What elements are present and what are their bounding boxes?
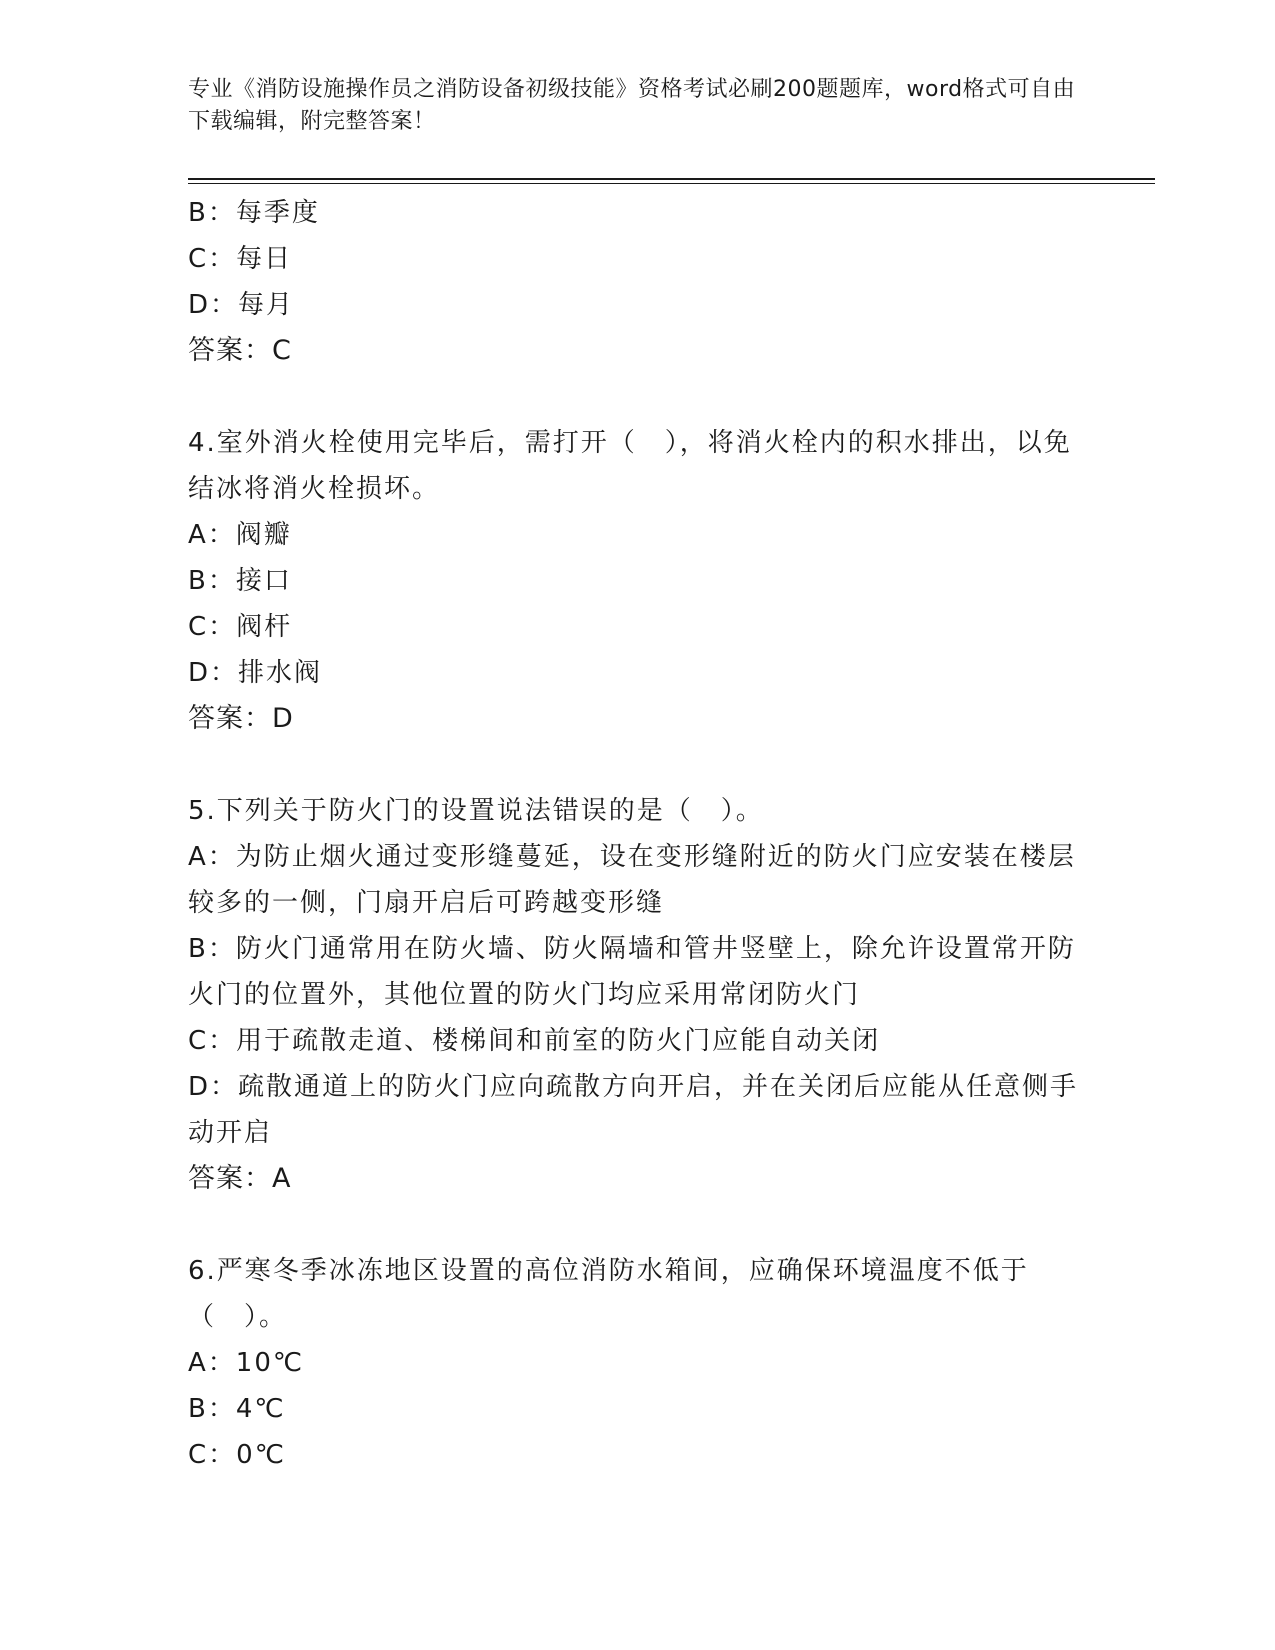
answer-line: 答案：A <box>188 1163 292 1194</box>
question-stem: 5.下列关于防火门的设置说法错误的是（ ）。 <box>188 796 764 826</box>
document-header: 专业《消防设施操作员之消防设备初级技能》资格考试必刷200题题库，word格式可自由下载编辑，附完整答案！ <box>188 77 1076 134</box>
option-d: D：每月 <box>188 290 295 320</box>
document-body <box>188 190 1088 1478</box>
option-a: A：阀瓣 <box>188 520 292 550</box>
question-5 <box>188 788 1088 1202</box>
option-c: C：每日 <box>188 244 293 274</box>
option-b: B：防火门通常用在防火墙、防火隔墙和管井竖壁上，除允许设置常开防火门的位置外，其他位置的防火门均应采用常闭防火门 <box>188 934 1076 1010</box>
answer-line: 答案：D <box>188 703 294 734</box>
option-b: B：4℃ <box>188 1394 286 1424</box>
question-3-continued <box>188 190 1088 374</box>
option-d: D：疏散通道上的防火门应向疏散方向开启，并在关闭后应能从任意侧手动开启 <box>188 1072 1079 1148</box>
option-c: C：用于疏散走道、楼梯间和前室的防火门应能自动关闭 <box>188 1026 881 1056</box>
question-4 <box>188 420 1088 742</box>
option-a: A：为防止烟火通过变形缝蔓延，设在变形缝附近的防火门应安装在楼层较多的一侧，门扇开启后可跨越变形缝 <box>188 842 1076 918</box>
question-stem: 4.室外消火栓使用完毕后，需打开（ ），将消火栓内的积水排出，以免结冰将消火栓损坏。 <box>188 428 1072 504</box>
question-stem: 6.严寒冬季冰冻地区设置的高位消防水箱间，应确保环境温度不低于（ ）。 <box>188 1256 1029 1332</box>
answer-line: 答案：C <box>188 335 292 366</box>
option-b: B：每季度 <box>188 198 320 228</box>
header-divider-thin <box>188 183 1155 184</box>
option-c: C：阀杆 <box>188 612 293 642</box>
option-b: B：接口 <box>188 566 292 596</box>
question-6 <box>188 1248 1088 1478</box>
option-a: A：10℃ <box>188 1348 305 1378</box>
option-d: D：排水阀 <box>188 658 323 688</box>
option-c: C：0℃ <box>188 1440 286 1470</box>
header-divider-thick <box>188 178 1155 180</box>
